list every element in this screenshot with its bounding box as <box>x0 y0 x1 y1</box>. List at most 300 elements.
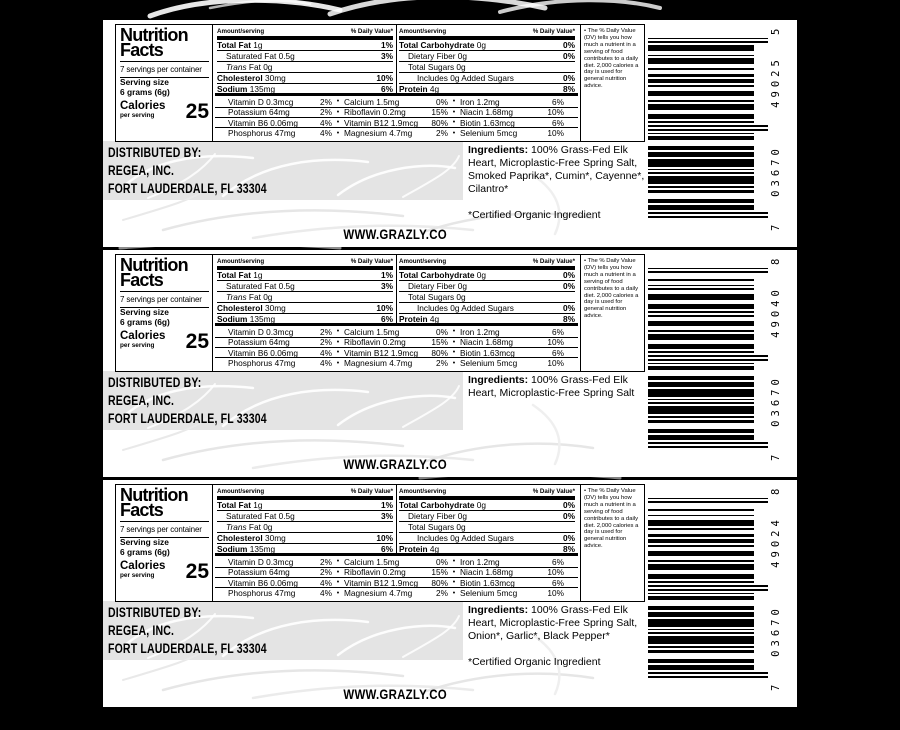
daily-value: 0% <box>563 532 575 543</box>
micronutrient-name: Iron 1.2mg <box>460 326 500 337</box>
micronutrient-row <box>215 96 578 106</box>
barcode-bar <box>648 45 754 51</box>
ingredients-heading: Ingredients: <box>468 144 529 156</box>
micronutrient-cell <box>460 348 578 358</box>
micronutrient-name: Niacin 1.68mg <box>460 107 514 118</box>
amount-serving-header: Amount/serving <box>399 258 447 265</box>
micronutrient-dv: 2% <box>320 326 332 337</box>
ingredients-text <box>468 604 652 669</box>
bullet-separator: • <box>452 579 456 587</box>
bullet-separator: • <box>452 119 456 127</box>
barcode-digit: 8 <box>770 488 782 495</box>
nutrition-facts-panel <box>115 254 645 372</box>
barcode-bar <box>648 190 754 194</box>
barcode-bar <box>648 646 754 648</box>
barcode-bar <box>648 606 754 610</box>
upc-barcode <box>648 486 790 692</box>
micronutrient-dv: 80% <box>431 117 448 128</box>
nutrition-facts-title <box>120 487 209 521</box>
nutrient-row <box>217 280 393 291</box>
barcode-bar <box>648 146 754 150</box>
barcode-bar <box>648 351 754 353</box>
daily-value-header: % Daily Value* <box>350 28 393 35</box>
calories-subtext: per serving <box>120 112 155 119</box>
barcode-bar <box>648 363 754 365</box>
nutrient-row <box>217 543 393 554</box>
organic-note: *Certified Organic Ingredient <box>468 209 601 221</box>
micronutrient-name: Magnesium 4.7mg <box>344 358 413 369</box>
micronutrient-dv: 80% <box>431 347 448 358</box>
amount-serving-header: Amount/serving <box>217 258 265 265</box>
barcode-bar <box>648 172 754 174</box>
micronutrient-cell <box>344 578 448 588</box>
nutrient-column-right <box>397 255 578 323</box>
micronutrient-cell <box>215 358 332 368</box>
barcode-bar <box>648 515 754 517</box>
bullet-separator: • <box>336 129 340 137</box>
barcode-bar <box>648 435 754 441</box>
barcode-bar <box>648 205 754 211</box>
barcode-bar <box>648 520 754 526</box>
distributor-line-2: REGEA, INC. <box>108 623 175 638</box>
micronutrient-row <box>215 117 578 127</box>
nutrient-row <box>217 40 393 51</box>
barcode-digit-group: 49040 <box>770 286 782 338</box>
product-label <box>103 20 797 247</box>
nutrient-column-left <box>215 25 397 93</box>
bullet-separator: • <box>452 589 456 597</box>
micronutrient-row <box>215 347 578 357</box>
bullet-separator: • <box>452 359 456 367</box>
barcode-bar <box>648 294 754 300</box>
nutrition-facts-header-block <box>116 485 213 601</box>
micronutrient-table <box>215 93 578 137</box>
micronutrient-name: Phosphorus 47mg <box>228 358 296 369</box>
micronutrient-name: Selenium 5mcg <box>460 358 518 369</box>
micronutrient-dv: 15% <box>431 337 448 348</box>
nutrient-rows-right <box>399 500 575 554</box>
bullet-separator: • <box>336 98 340 106</box>
micronutrient-name: Phosphorus 47mg <box>228 588 296 599</box>
barcode-bar <box>648 632 754 634</box>
nutrient-columns <box>213 485 580 601</box>
micronutrient-dv: 4% <box>320 358 332 369</box>
micronutrient-name: Selenium 5mcg <box>460 128 518 139</box>
micronutrient-cell <box>215 557 332 567</box>
barcode-bar <box>648 344 754 350</box>
micronutrient-dv: 2% <box>320 567 332 578</box>
barcode-bar <box>648 159 754 167</box>
barcode-bar <box>648 334 754 340</box>
barcode-bar <box>648 629 754 631</box>
nutrient-name: Total Sugars 0g <box>408 292 466 302</box>
barcode-bar <box>648 129 768 131</box>
bullet-separator: • <box>336 558 340 566</box>
micronutrient-name: Niacin 1.68mg <box>460 337 514 348</box>
micronutrient-row <box>215 556 578 566</box>
micronutrient-cell <box>460 567 578 577</box>
distributor-line-2: REGEA, INC. <box>108 393 175 408</box>
micronutrient-dv: 6% <box>552 347 564 358</box>
ingredients-text <box>468 374 652 413</box>
micronutrient-name: Selenium 5mcg <box>460 588 518 599</box>
micronutrient-dv: 10% <box>547 567 564 578</box>
barcode-bar <box>648 58 754 64</box>
micronutrient-name: Vitamin D 0.3mcg <box>228 326 294 337</box>
barcode-bar <box>648 429 754 433</box>
nutrition-facts-title <box>120 27 209 61</box>
micronutrient-dv: 2% <box>320 337 332 348</box>
distributor-info <box>108 144 312 198</box>
micronutrient-name: Vitamin B6 0.06mg <box>228 347 298 358</box>
barcode-digit-group: 03670 <box>770 375 782 427</box>
micronutrient-dv: 2% <box>436 128 448 139</box>
nutrient-row <box>399 510 575 521</box>
distributor-line-1: DISTRIBUTED BY: <box>108 145 202 160</box>
micronutrient-name: Vitamin B6 0.06mg <box>228 577 298 588</box>
amount-serving-header: Amount/serving <box>217 28 265 35</box>
micronutrient-dv: 4% <box>320 128 332 139</box>
micronutrient-cell <box>344 348 448 358</box>
distributor-line-1: DISTRIBUTED BY: <box>108 375 202 390</box>
micronutrient-name: Biotin 1.63mcg <box>460 347 515 358</box>
bullet-separator: • <box>452 108 456 116</box>
micronutrient-name: Vitamin B12 1.9mcg <box>344 347 419 358</box>
barcode-bar <box>648 382 754 388</box>
barcode-bar <box>648 593 754 595</box>
barcode-bars <box>648 486 790 692</box>
nutrient-columns <box>213 255 580 371</box>
title-word-1: Nutrition <box>120 485 188 505</box>
micronutrient-dv: 10% <box>547 128 564 139</box>
nutrient-row <box>217 83 393 94</box>
ingredients-list: 100% Grass-Fed Elk Heart, Microplastic-Free Spring Salt <box>468 374 635 399</box>
micronutrient-cell <box>344 588 448 598</box>
nutrient-row <box>217 270 393 281</box>
nutrient-name: Cholesterol 30mg <box>217 72 286 83</box>
barcode-bar <box>648 311 754 313</box>
micronutrient-cell <box>215 327 332 337</box>
micronutrient-cell <box>460 588 578 598</box>
micronutrient-dv: 10% <box>547 358 564 369</box>
barcode-bar <box>648 121 754 123</box>
barcode-digit-group: 49024 <box>770 516 782 568</box>
barcode-bar <box>648 199 754 203</box>
daily-value: 8% <box>563 543 575 554</box>
micronutrient-cell <box>215 567 332 577</box>
daily-value: 0% <box>563 51 575 62</box>
barcode-bar <box>648 79 754 83</box>
calories-row <box>120 561 209 582</box>
distributor-line-2: REGEA, INC. <box>108 163 175 178</box>
product-label <box>103 480 797 707</box>
distributor-line-3: FORT LAUDERDALE, FL 33304 <box>108 411 267 426</box>
bullet-separator: • <box>336 359 340 367</box>
barcode-bar <box>648 545 754 547</box>
daily-value-footnote: • The % Daily Value (DV) tells you how much a nutrient in a serving of food contributes to a daily diet. 2,000 calories a day is used for general nutrition advice. <box>580 25 644 141</box>
serving-size-label: Serving size <box>120 77 169 87</box>
barcode-bar <box>648 446 768 448</box>
amount-serving-header: Amount/serving <box>399 28 447 35</box>
nutrient-row <box>399 72 575 83</box>
barcode-bar <box>648 133 754 135</box>
nutrient-name: Trans Fat 0g <box>226 522 273 532</box>
daily-value: 10% <box>376 302 393 313</box>
micronutrient-name: Calcium 1.5mg <box>344 96 400 107</box>
barcode-bar <box>648 420 754 424</box>
nutrient-name: Saturated Fat 0.5g <box>226 51 295 62</box>
nutrient-row <box>217 532 393 543</box>
calories-label: Calories <box>120 100 166 112</box>
nutrient-row <box>399 532 575 543</box>
nutrient-name: Dietary Fiber 0g <box>408 511 468 522</box>
micronutrient-name: Vitamin B6 0.06mg <box>228 117 298 128</box>
micronutrient-cell <box>460 97 578 107</box>
nutrition-facts-header-block <box>116 25 213 141</box>
micronutrient-dv: 6% <box>552 96 564 107</box>
daily-value: 3% <box>381 511 393 522</box>
barcode-bar <box>648 560 754 562</box>
nutrient-column-left <box>215 485 397 553</box>
title-word-2: Facts <box>120 40 164 60</box>
micronutrient-row <box>215 357 578 367</box>
micronutrient-dv: 0% <box>436 326 448 337</box>
micronutrient-dv: 15% <box>431 107 448 118</box>
amount-serving-header: Amount/serving <box>217 488 265 495</box>
barcode-bar <box>648 672 768 674</box>
barcode-bars <box>648 256 790 462</box>
nutrient-name: Dietary Fiber 0g <box>408 281 468 292</box>
daily-value: 6% <box>381 313 393 324</box>
barcode-bar <box>648 212 768 214</box>
barcode-bar <box>648 665 754 671</box>
daily-value-header: % Daily Value* <box>350 488 393 495</box>
daily-value: 0% <box>563 499 575 510</box>
barcode-digit-group: 03670 <box>770 605 782 657</box>
nutrient-row <box>399 280 575 291</box>
nutrient-name: Total Fat 1g <box>217 269 263 280</box>
ingredients-list: 100% Grass-Fed Elk Heart, Microplastic-Free Spring Salt, Onion*, Garlic*, Black Pepper* <box>468 604 638 642</box>
barcode-bar <box>648 659 754 663</box>
title-word-1: Nutrition <box>120 255 188 275</box>
nutrient-row <box>217 72 393 83</box>
bullet-separator: • <box>336 589 340 597</box>
ingredients-heading: Ingredients: <box>468 374 529 386</box>
bullet-separator: • <box>452 568 456 576</box>
nutrition-facts-panel <box>115 484 645 602</box>
nutrient-rows-right <box>399 270 575 324</box>
micronutrient-dv: 4% <box>320 347 332 358</box>
calories-subtext: per serving <box>120 572 155 579</box>
nutrient-row <box>399 302 575 313</box>
calories-value: 25 <box>185 330 209 353</box>
nutrient-name: Includes 0g Added Sugars <box>417 72 514 83</box>
distributor-line-3: FORT LAUDERDALE, FL 33304 <box>108 181 267 196</box>
barcode-bar <box>648 612 754 618</box>
micronutrient-dv: 6% <box>552 577 564 588</box>
micronutrient-name: Niacin 1.68mg <box>460 567 514 578</box>
nutrient-name: Sodium 135mg <box>217 83 276 94</box>
barcode-bar <box>648 285 754 287</box>
barcode-bar <box>648 74 754 78</box>
barcode-bar <box>648 564 754 570</box>
micronutrient-cell <box>344 107 448 117</box>
barcode-bar <box>648 321 754 327</box>
bullet-separator: • <box>336 349 340 357</box>
barcode-bar <box>648 176 754 184</box>
barcode-bar <box>648 442 768 444</box>
barcode-digit: 7 <box>770 224 782 231</box>
barcode-bar <box>648 85 754 87</box>
nutrient-name: Saturated Fat 0.5g <box>226 281 295 292</box>
micronutrient-cell <box>344 358 448 368</box>
micronutrient-cell <box>344 337 448 347</box>
nutrient-column-right <box>397 25 578 93</box>
micronutrient-row <box>215 337 578 347</box>
daily-value: 0% <box>563 269 575 280</box>
distributor-line-1: DISTRIBUTED BY: <box>108 605 202 620</box>
nutrition-facts-panel <box>115 24 645 142</box>
micronutrient-cell <box>460 358 578 368</box>
website-text: WWW.GRAZLY.CO <box>343 226 447 242</box>
micronutrient-name: Riboflavin 0.2mg <box>344 337 406 348</box>
barcode-bar <box>648 585 768 587</box>
barcode-bar <box>648 402 754 404</box>
nutrient-name: Sodium 135mg <box>217 313 276 324</box>
ingredients-text <box>468 144 652 222</box>
bullet-separator: • <box>336 568 340 576</box>
barcode-bar <box>648 399 754 401</box>
micronutrient-cell <box>460 557 578 567</box>
micronutrient-dv: 15% <box>431 567 448 578</box>
daily-value: 6% <box>381 83 393 94</box>
nutrient-row <box>399 61 575 72</box>
barcode-bar <box>648 676 768 678</box>
micronutrient-name: Calcium 1.5mg <box>344 556 400 567</box>
micronutrient-dv: 10% <box>547 107 564 118</box>
barcode-bar <box>648 104 754 110</box>
micronutrient-dv: 4% <box>320 588 332 599</box>
daily-value: 8% <box>563 313 575 324</box>
calories-value: 25 <box>185 100 209 123</box>
micronutrient-cell <box>460 327 578 337</box>
calories-row <box>120 101 209 122</box>
nutrient-row <box>217 313 393 324</box>
micronutrient-cell <box>344 567 448 577</box>
title-word-2: Facts <box>120 270 164 290</box>
micronutrient-cell <box>215 107 332 117</box>
barcode-bar <box>648 366 754 370</box>
serving-size-value: 6 grams (6g) <box>120 316 170 327</box>
micronutrient-row <box>215 326 578 336</box>
daily-value: 3% <box>381 51 393 62</box>
nutrient-rows-left <box>217 40 393 94</box>
upc-barcode <box>648 256 790 462</box>
barcode-bar <box>648 509 754 511</box>
micronutrient-name: Biotin 1.63mcg <box>460 117 515 128</box>
barcode-bar <box>648 169 754 171</box>
micronutrient-dv: 2% <box>320 96 332 107</box>
daily-value-header: % Daily Value* <box>532 28 575 35</box>
micronutrient-cell <box>215 118 332 128</box>
nutrient-row <box>217 61 393 72</box>
bullet-separator: • <box>336 579 340 587</box>
daily-value: 0% <box>563 302 575 313</box>
daily-value: 0% <box>563 511 575 522</box>
daily-value-header: % Daily Value* <box>532 488 575 495</box>
distributor-info <box>108 604 312 658</box>
daily-value: 1% <box>381 269 393 280</box>
nutrition-facts-header-block <box>116 255 213 371</box>
micronutrient-name: Vitamin D 0.3mcg <box>228 556 294 567</box>
nutrient-name: Total Carbohydrate 0g <box>399 269 486 280</box>
barcode-bar <box>648 589 768 591</box>
barcode-bar <box>648 186 754 188</box>
barcode-digit: 7 <box>770 684 782 691</box>
servings-per-container: 7 servings per container <box>120 525 202 534</box>
amount-serving-header: Amount/serving <box>399 488 447 495</box>
daily-value: 0% <box>563 39 575 50</box>
nutrient-name: Protein 4g <box>399 543 440 554</box>
nutrient-row <box>217 521 393 532</box>
distributor-line-3: FORT LAUDERDALE, FL 33304 <box>108 641 267 656</box>
barcode-bar <box>648 528 754 530</box>
bullet-separator: • <box>336 328 340 336</box>
serving-size-label: Serving size <box>120 537 169 547</box>
micronutrient-table <box>215 553 578 597</box>
nutrient-column-right <box>397 485 578 553</box>
micronutrient-dv: 2% <box>436 358 448 369</box>
micronutrient-row <box>215 127 578 137</box>
barcode-bar <box>648 114 754 120</box>
daily-value-footnote: • The % Daily Value (DV) tells you how much a nutrient in a serving of food contributes to a daily diet. 2,000 calories a day is used for general nutrition advice. <box>580 255 644 371</box>
micronutrient-row <box>215 577 578 587</box>
barcode-bar <box>648 389 754 397</box>
nutrient-rows-left <box>217 500 393 554</box>
nutrient-row <box>399 40 575 51</box>
daily-value: 10% <box>376 532 393 543</box>
barcode-bar <box>648 416 754 418</box>
micronutrient-name: Riboflavin 0.2mg <box>344 107 406 118</box>
barcode-bar <box>648 271 768 273</box>
daily-value-header: % Daily Value* <box>532 258 575 265</box>
calories-label: Calories <box>120 560 166 572</box>
micronutrient-name: Iron 1.2mg <box>460 556 500 567</box>
micronutrient-cell <box>215 348 332 358</box>
barcode-bar <box>648 636 754 644</box>
nutrient-row <box>399 500 575 511</box>
nutrient-row <box>399 521 575 532</box>
bullet-separator: • <box>452 558 456 566</box>
nutrient-row <box>217 510 393 521</box>
nutrient-name: Trans Fat 0g <box>226 62 273 72</box>
barcode-bar <box>648 216 768 218</box>
nutrient-row <box>217 291 393 302</box>
nutrient-row <box>399 270 575 281</box>
barcode-bar <box>648 406 754 414</box>
nutrient-name: Sodium 135mg <box>217 543 276 554</box>
micronutrient-name: Potassium 64mg <box>228 107 290 118</box>
nutrient-row <box>399 50 575 61</box>
daily-value: 0% <box>563 281 575 292</box>
nutrient-name: Total Carbohydrate 0g <box>399 39 486 50</box>
micronutrient-cell <box>344 128 448 138</box>
barcode-bars <box>648 26 790 232</box>
micronutrient-name: Potassium 64mg <box>228 337 290 348</box>
micronutrient-cell <box>215 578 332 588</box>
distributor-info <box>108 374 312 428</box>
daily-value: 10% <box>376 72 393 83</box>
